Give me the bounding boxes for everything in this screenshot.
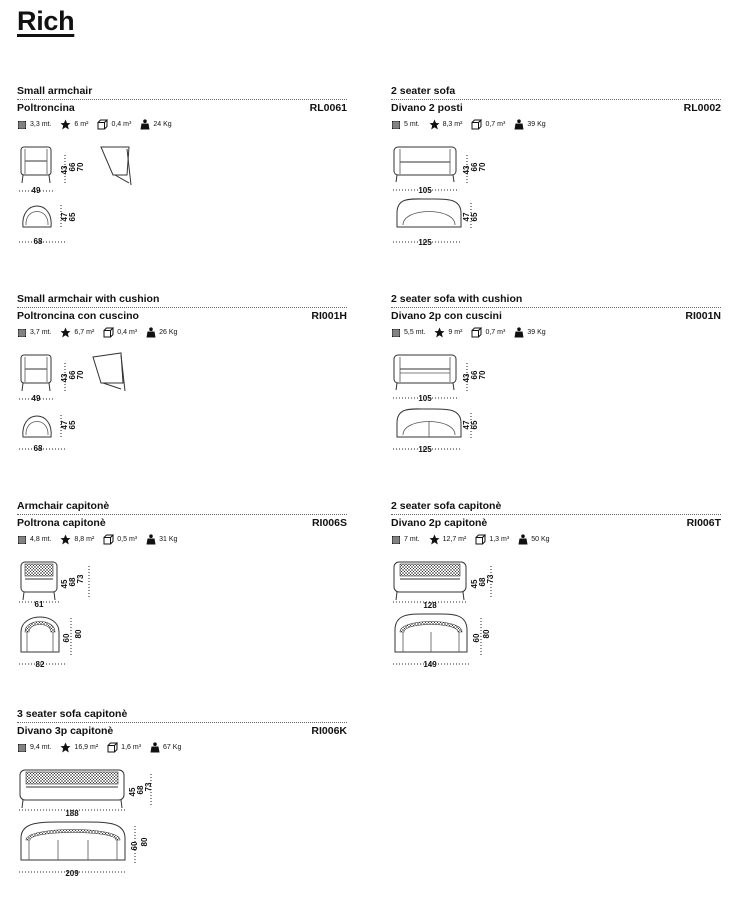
product-name-en: 3 seater sofa capitonè [17,708,128,720]
leather-icon [434,327,445,338]
front-view [20,770,124,808]
weight-icon [140,119,150,130]
dim-height: 73 [144,782,153,792]
spec-row: 7 mt. 12,7 m² 1,3 m³ 50 Kg [391,534,559,545]
product-name-en: Small armchair [17,85,93,97]
dim-depth: 47 [60,212,69,222]
front-view [394,562,466,600]
leather-icon [60,742,71,753]
product-code: RI006S [311,517,347,529]
product-card-3-seater-sofa-capitone [17,708,347,898]
volume-icon [97,119,108,130]
side-view [93,353,125,391]
product-name-en: Armchair capitonè [17,500,110,512]
dim-height: 73 [76,574,85,584]
front-view [21,562,57,600]
top-view [23,206,51,227]
dim-depth: 47 [462,420,471,430]
spec-row: 9,4 mt. 16,9 m² 1,6 m³ 67 Kg [17,742,190,753]
product-name-it: Poltroncina [17,102,75,114]
fabric-icon [391,328,401,338]
product-card-2-seater-sofa-with-cushion [391,293,721,483]
product-code: RI006T [686,517,721,529]
leather-icon [60,534,71,545]
volume-icon [471,327,482,338]
weight-icon [150,742,160,753]
divider [17,307,347,308]
dim-top-width: 149 [423,660,437,669]
leather-icon [429,534,440,545]
product-code: RL0061 [309,102,347,114]
dim-arm-height: 68 [136,785,145,795]
divider [17,722,347,723]
spec-row: 3,3 mt. 6 m² 0,4 m³ 24 Kg [17,119,181,130]
dim-arm-height: 68 [478,577,487,587]
fabric-icon [17,743,27,753]
dim-depth-total: 80 [482,629,491,639]
divider [391,307,721,308]
product-name-it: Divano 2p con cuscini [391,310,502,322]
product-name-it: Divano 2p capitonè [391,517,488,529]
front-view [394,355,456,390]
spec-row: 5 mt. 8,3 m² 0,7 m³ 39 Kg [391,119,555,130]
top-view [21,822,125,860]
top-view [395,614,467,652]
spec-row: 4,8 mt. 8,8 m² 0,5 m³ 31 Kg [17,534,186,545]
dim-depth: 60 [472,633,481,643]
dim-top-width: 209 [65,869,79,878]
leather-icon [429,119,440,130]
dim-seat-height: 43 [462,373,471,383]
dim-arm-height: 66 [470,370,479,380]
dim-top-width: 68 [33,444,43,453]
product-code: RI001N [685,310,721,322]
front-view [394,147,456,182]
volume-icon [103,534,114,545]
dim-depth-total: 65 [68,212,77,222]
technical-drawing [17,552,347,682]
dim-depth: 60 [130,841,139,851]
technical-drawing [17,137,347,257]
dim-front-width: 128 [423,601,437,610]
dim-front-width: 49 [31,394,41,403]
dim-arm-height: 68 [68,577,77,587]
dim-seat-height: 43 [60,373,69,383]
dim-seat-height: 43 [462,165,471,175]
fabric-icon [17,120,27,130]
dim-height: 70 [478,162,487,172]
dim-depth-total: 65 [470,420,479,430]
volume-icon [471,119,482,130]
volume-icon [107,742,118,753]
spec-row: 3,7 mt. 6,7 m² 0,4 m³ 26 Kg [17,327,186,338]
divider [17,514,347,515]
front-view [21,147,51,183]
dim-seat-height: 43 [60,165,69,175]
product-card-armchair-capitone [17,500,347,690]
page-title: Rich [17,6,75,36]
technical-drawing [391,345,721,465]
dim-depth-total: 65 [470,212,479,222]
leather-icon [60,119,71,130]
product-name-it: Divano 2 posti [391,102,463,114]
dim-depth-total: 65 [68,420,77,430]
dim-front-width: 188 [65,809,79,818]
product-card-2-seater-sofa-capitone [391,500,721,690]
volume-icon [475,534,486,545]
divider [17,99,347,100]
fabric-icon [17,535,27,545]
product-name-it: Poltrona capitonè [17,517,106,529]
top-view [397,199,461,227]
dim-height: 70 [478,370,487,380]
leather-icon [60,327,71,338]
product-card-small-armchair [17,85,347,275]
divider [391,99,721,100]
volume-icon [103,327,114,338]
dim-height: 70 [76,162,85,172]
product-card-2-seater-sofa [391,85,721,275]
technical-drawing [391,552,721,682]
dim-depth-total: 80 [74,629,83,639]
top-view [21,617,59,652]
product-name-en: 2 seater sofa capitonè [391,500,502,512]
dim-depth: 47 [60,420,69,430]
product-card-small-armchair-with-cushion [17,293,347,483]
technical-drawing [391,137,721,257]
weight-icon [514,119,524,130]
dim-top-width: 82 [35,660,45,669]
dim-height: 70 [76,370,85,380]
dim-top-width: 68 [33,237,43,246]
product-code: RI006K [311,725,347,737]
dim-front-width: 49 [31,186,41,195]
weight-icon [514,327,524,338]
product-name-en: 2 seater sofa with cushion [391,293,523,305]
top-view [397,409,461,437]
dim-arm-height: 66 [470,162,479,172]
product-name-it: Poltroncina con cuscino [17,310,139,322]
dim-arm-height: 66 [68,162,77,172]
dim-depth: 60 [62,633,71,643]
fabric-icon [391,535,401,545]
dim-height: 73 [486,574,495,584]
weight-icon [518,534,528,545]
product-name-en: Small armchair with cushion [17,293,160,305]
product-code: RL0002 [683,102,721,114]
dim-seat-height: 45 [128,787,137,797]
dim-front-width: 105 [418,186,432,195]
weight-icon [146,327,156,338]
divider [391,514,721,515]
technical-drawing [17,760,347,890]
dim-top-width: 125 [418,238,432,247]
dim-front-width: 61 [34,600,44,609]
technical-drawing [17,345,347,465]
spec-row: 5,5 mt. 9 m² 0,7 m³ 39 Kg [391,327,555,338]
fabric-icon [391,120,401,130]
dim-front-width: 105 [418,394,432,403]
front-view [21,355,51,391]
product-name-it: Divano 3p capitonè [17,725,114,737]
dim-top-width: 125 [418,445,432,454]
dim-seat-height: 45 [60,579,69,589]
weight-icon [146,534,156,545]
dim-arm-height: 66 [68,370,77,380]
dim-seat-height: 45 [470,579,479,589]
top-view [23,416,51,437]
dim-depth-total: 80 [140,837,149,847]
product-code: RI001H [311,310,347,322]
fabric-icon [17,328,27,338]
dim-depth: 47 [462,212,471,222]
product-name-en: 2 seater sofa [391,85,456,97]
side-view [101,147,131,185]
